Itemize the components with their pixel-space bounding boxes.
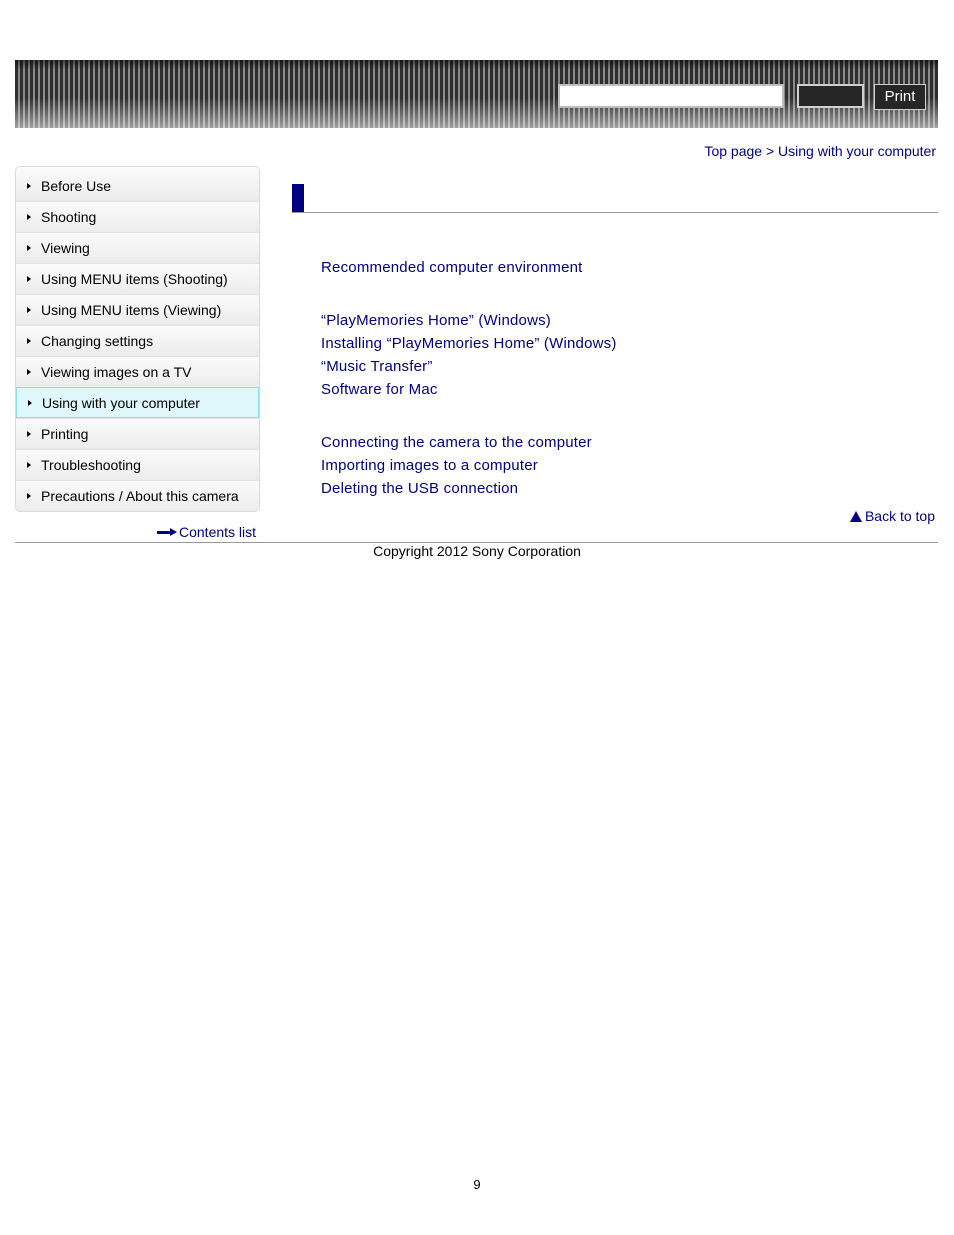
sidebar-item-menu-shooting[interactable] [16,263,259,294]
triangle-right-icon [27,431,31,437]
link-importing-images[interactable]: Importing images to a computer [321,457,538,474]
search-button[interactable] [797,84,864,108]
sidebar-item-label: Using with your computer [42,395,200,411]
sidebar-item-label: Changing settings [41,333,154,349]
link-installing-playmemories[interactable]: Installing “PlayMemories Home” (Windows) [321,335,617,352]
sidebar-item-label: Using MENU items (Shooting) [41,271,228,287]
triangle-up-icon [850,511,862,522]
sidebar-item-before-use[interactable] [16,167,259,201]
page-title-divider [292,212,938,213]
sidebar-item-printing[interactable] [16,418,259,449]
back-to-top-link[interactable] [850,508,935,524]
sidebar-item-label: Troubleshooting [41,457,141,473]
breadcrumb-separator: > [765,143,775,159]
breadcrumb-current-link[interactable]: Using with your computer [778,143,936,159]
triangle-right-icon [27,276,31,282]
triangle-right-icon [27,369,31,375]
sidebar-item-label: Shooting [41,209,97,225]
link-connecting-camera[interactable]: Connecting the camera to the computer [321,434,592,451]
sidebar-item-troubleshooting[interactable] [16,449,259,480]
link-deleting-usb[interactable]: Deleting the USB connection [321,480,519,497]
sidebar-item-precautions[interactable] [16,480,259,511]
contents-list-link[interactable] [157,524,256,540]
link-software-for-mac[interactable]: Software for Mac [321,381,438,398]
sidebar-item-shooting[interactable] [16,201,259,232]
link-music-transfer[interactable]: “Music Transfer” [321,358,433,375]
triangle-right-icon [28,400,32,406]
triangle-right-icon [27,493,31,499]
page-title-accent [292,184,304,213]
search-input[interactable] [558,84,784,108]
sidebar-item-viewing-tv[interactable] [16,356,259,387]
copyright-text: Copyright 2012 Sony Corporation [373,543,581,559]
breadcrumb [704,143,936,159]
sidebar-item-label: Printing [41,426,89,442]
sidebar-item-label: Viewing images on a TV [41,364,192,380]
breadcrumb-top-page-link[interactable]: Top page [704,143,763,159]
sidebar-item-viewing[interactable] [16,232,259,263]
triangle-right-icon [27,338,31,344]
sidebar-nav [15,166,260,512]
triangle-right-icon [27,183,31,189]
triangle-right-icon [27,214,31,220]
sidebar-item-label: Using MENU items (Viewing) [41,302,222,318]
triangle-right-icon [27,245,31,251]
link-recommended-environment[interactable]: Recommended computer environment [321,259,583,276]
triangle-right-icon [27,307,31,313]
sidebar-item-label: Before Use [41,178,112,194]
link-playmemories-home[interactable]: “PlayMemories Home” (Windows) [321,312,552,329]
header-banner [15,60,938,128]
triangle-right-icon [27,462,31,468]
contents-list-label: Contents list [179,524,257,540]
sidebar-item-using-computer[interactable] [16,387,259,418]
print-button[interactable]: Print [874,84,926,110]
sidebar-item-label: Viewing [41,240,90,256]
sidebar-item-label: Precautions / About this camera [41,488,239,504]
back-to-top-label: Back to top [864,508,935,524]
arrow-right-icon [157,529,177,537]
sidebar-item-menu-viewing[interactable] [16,294,259,325]
page-number: 9 [473,1177,481,1192]
sidebar-item-changing-settings[interactable] [16,325,259,356]
